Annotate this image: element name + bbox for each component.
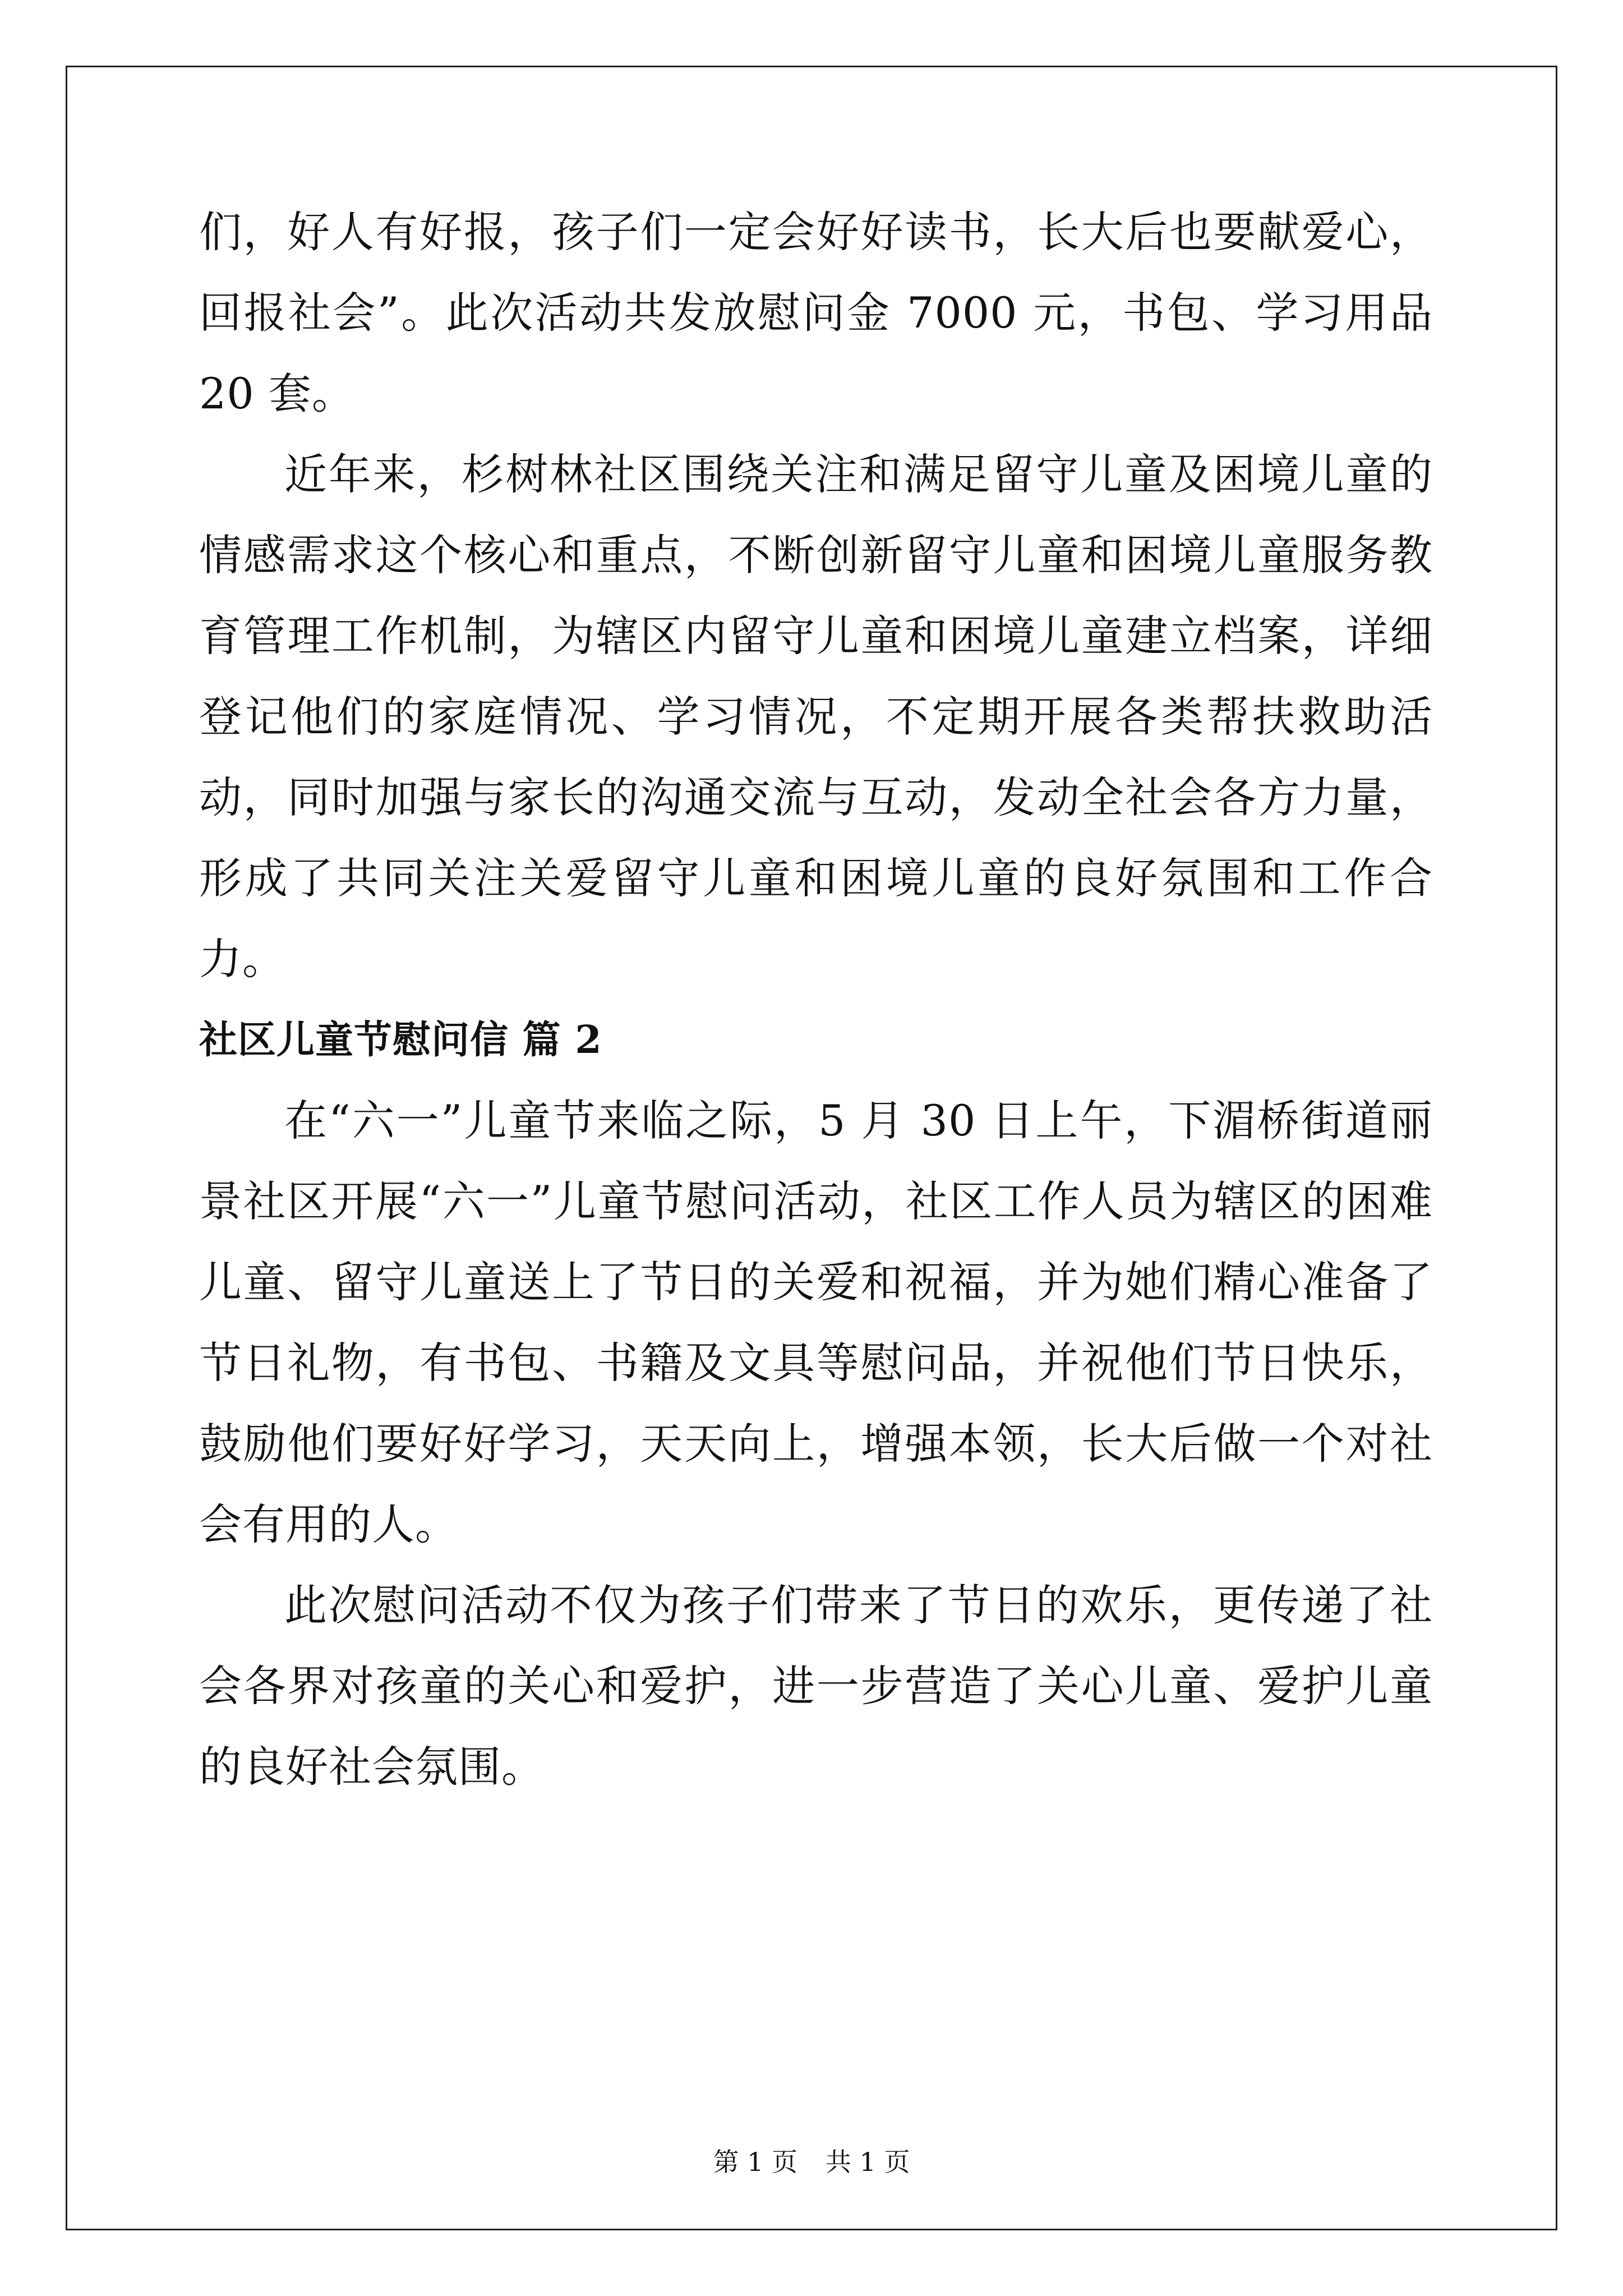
- paragraph-continuation: 们，好人有好报，孩子们一定会好好读书，长大后也要献爱心，回报社会”。此次活动共发放慰问金 7000 元，书包、学习用品 20 套。: [199, 207, 1433, 418]
- paragraph-community-efforts: 近年来，杉树林社区围绕关注和满足留守儿童及困境儿童的情感需求这个核心和重点，不断创新留守儿童和困境儿童服务教育管理工作机制，为辖区内留守儿童和困境儿童建立档案，详细登记他们的家庭情况、学习情况，不定期开展各类帮扶救助活动，同时加强与家长的沟通交流与互动，发动全社会各方力量，形成了共同关注关爱留守儿童和困境儿童的良好氛围和工作合力。: [199, 449, 1433, 984]
- page-total: 共 1 页: [826, 2147, 910, 2177]
- page-footer: [0, 2145, 1623, 2179]
- paragraph-childrens-day-visit: 在“六一”儿童节来临之际，5 月 30 日上午，下湄桥街道丽景社区开展“六一”儿童节慰问活动，社区工作人员为辖区的困难儿童、留守儿童送上了节日的关爱和祝福，并为她们精心准备了节日礼物，有书包、书籍及文具等慰问品，并祝他们节日快乐，鼓励他们要好好学习，天天向上，增强本领，长大后做一个对社会有用的人。: [199, 1096, 1433, 1549]
- document-body: [199, 192, 1433, 1807]
- paragraph-activity-summary: 此次慰问活动不仅为孩子们带来了节日的欢乐，更传递了社会各界对孩童的关心和爱护，进一步营造了关心儿童、爱护儿童的良好社会氛围。: [199, 1580, 1433, 1792]
- section-heading: 社区儿童节慰问信 篇 2: [199, 1018, 602, 1062]
- page-number: 第 1 页: [713, 2147, 797, 2177]
